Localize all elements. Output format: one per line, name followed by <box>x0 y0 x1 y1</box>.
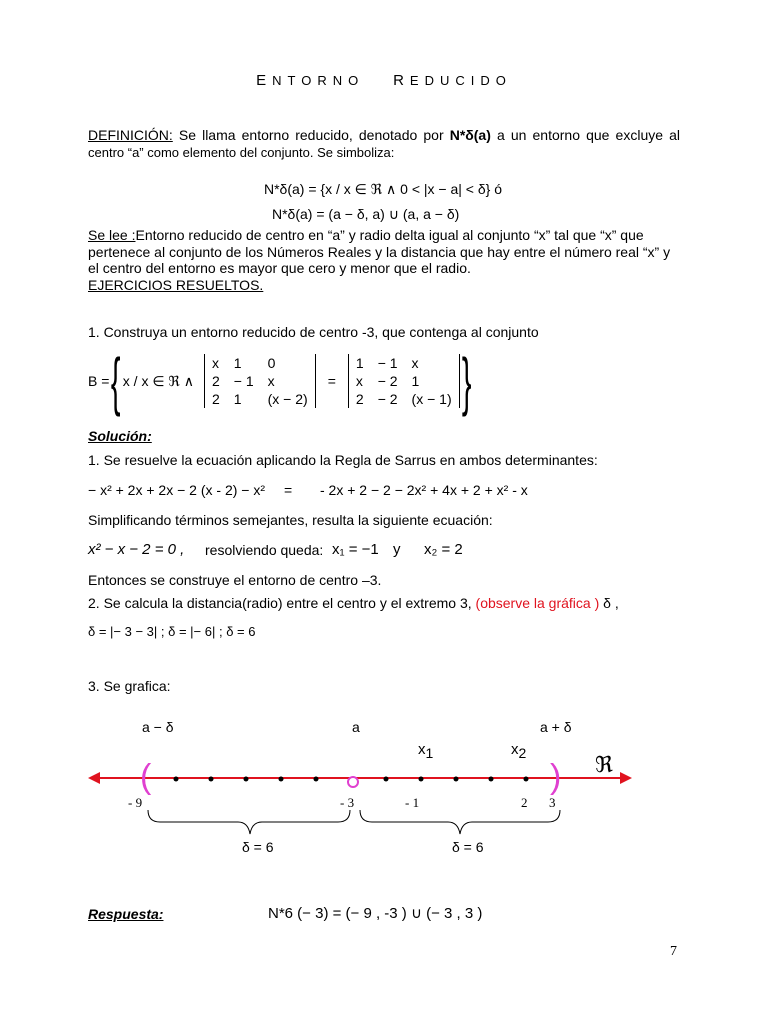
root-1: x₁ = −1 <box>332 541 379 558</box>
se-lee-line3: el centro del entorno es mayor que cero y menor que el radio. <box>88 260 471 276</box>
entonces-text: Entonces se construye el entorno de centro –3. <box>88 572 382 588</box>
delta-right-label: δ = 6 <box>452 839 484 855</box>
set-b-expression <box>88 345 473 417</box>
axis-arrow-right <box>620 772 632 784</box>
label-x1-sub: 1 <box>425 745 434 761</box>
det1-cell: x <box>267 373 275 389</box>
equation-equals: = <box>284 482 293 498</box>
axis-arrow-left <box>88 772 100 784</box>
definition-line2: centro “a” como elemento del conjunto. Se simboliza: <box>88 145 395 160</box>
number-line-point <box>244 777 249 782</box>
equation-rhs: - 2x + 2 − 2 − 2x² + 4x + 2 + x² - x <box>320 482 528 498</box>
brace-left <box>148 810 350 834</box>
tick-label-minus-9: - 9 <box>128 795 143 810</box>
det2-cell: − 2 <box>377 373 398 389</box>
resolviendo-text: resolviendo queda: <box>205 542 324 558</box>
det1-cell: − 1 <box>233 373 254 389</box>
step-2-text: 2. Se calcula la distancia(radio) entre el centro y el extremo 3, <box>88 595 472 611</box>
step-3-text: 3. Se grafica: <box>88 678 171 694</box>
set-brace-close: } <box>461 345 472 417</box>
definition-text: Se llama entorno reducido, denotado por <box>172 127 450 143</box>
open-interval-left-paren: ( <box>140 758 152 796</box>
definition-notation: N*δ(a) <box>449 127 491 143</box>
formula-set-builder: N*δ(a) = {x / x ∈ ℜ ∧ 0 < |x − a| < δ} ó <box>264 181 503 197</box>
determinant-1 <box>204 354 316 408</box>
number-line-point <box>174 777 179 782</box>
number-line-point <box>524 777 529 782</box>
number-line-point <box>314 777 319 782</box>
number-line-point <box>384 777 389 782</box>
label-x2-sub: 2 <box>518 745 527 761</box>
open-interval-right-paren: ) <box>550 758 562 796</box>
excluded-center-point <box>348 777 358 787</box>
set-brace-open: { <box>111 345 121 417</box>
exercise-1-statement: 1. Construya un entorno reducido de centro -3, que contenga al conjunto <box>88 324 539 340</box>
set-b-condition: x / x ∈ ℜ ∧ <box>122 372 194 389</box>
label-a-plus-delta: a + δ <box>540 719 572 735</box>
quadratic-equation: x² − x − 2 = 0 , <box>88 541 185 558</box>
number-line-point <box>454 777 459 782</box>
definition-label: DEFINICIÓN: <box>88 127 173 143</box>
se-lee-label: Se lee : <box>88 227 136 243</box>
definition-line1 <box>88 127 680 143</box>
respuesta-answer: N*6 (− 3) = (− 9 , -3 ) ∪ (− 3 , 3 ) <box>268 905 483 922</box>
ejercicios-heading: EJERCICIOS RESUELTOS. <box>88 277 264 293</box>
se-lee-line2: pertenece al conjunto de los Números Reales y la distancia que hay entre el número real “x” y <box>88 244 671 260</box>
det2-cell: 2 <box>355 391 364 407</box>
respuesta-heading: Respuesta: <box>88 906 164 922</box>
label-x2-base: x <box>511 741 519 758</box>
equation-lhs: − x² + 2x + 2x − 2 (x - 2) − x² <box>88 482 266 498</box>
step-1-text: 1. Se resuelve la ecuación aplicando la Regla de Sarrus en ambos determinantes: <box>88 452 598 468</box>
tick-label-minus-1: - 1 <box>405 795 420 810</box>
root-conjunction: y <box>393 541 401 558</box>
determinant-2 <box>348 354 460 408</box>
det2-cell: − 1 <box>377 355 398 371</box>
tick-label-minus-3: - 3 <box>340 795 355 810</box>
tick-label-3: 3 <box>549 795 556 810</box>
det2-cell: 1 <box>355 355 364 371</box>
page-number: 7 <box>670 944 677 959</box>
definition-tail: a un entorno que excluye al <box>490 127 681 143</box>
brace-right <box>360 810 560 834</box>
formula-intervals: N*δ(a) = (a − δ, a) ∪ (a, a − δ) <box>272 206 460 222</box>
set-b-equals: = <box>327 373 336 389</box>
label-x1 <box>418 741 434 761</box>
delta-left-label: δ = 6 <box>242 839 274 855</box>
number-line-graph <box>80 710 670 860</box>
tick-label-2: 2 <box>521 795 528 810</box>
number-line-point <box>419 777 424 782</box>
step-2-red-note: (observe la gráfica ) <box>475 595 600 611</box>
det2-cell: − 2 <box>377 391 398 407</box>
reals-symbol: ℜ <box>595 752 613 777</box>
det1-cell: (x − 2) <box>267 391 308 407</box>
root-2: x₂ = 2 <box>424 541 463 558</box>
number-line-point <box>489 777 494 782</box>
det1-cell: 0 <box>267 355 276 371</box>
page-title: ENTORNO REDUCIDO <box>256 72 512 89</box>
det1-cell: 1 <box>233 355 242 371</box>
label-a: a <box>352 719 360 735</box>
det2-cell: x <box>355 373 363 389</box>
step-2-line <box>88 595 619 611</box>
simplificando-text: Simplificando términos semejantes, resulta la siguiente ecuación: <box>88 512 493 528</box>
number-line-point <box>209 777 214 782</box>
se-lee-line1 <box>88 227 644 243</box>
number-line-point <box>279 777 284 782</box>
solucion-heading: Solución: <box>88 428 152 444</box>
label-a-minus-delta: a − δ <box>142 719 174 735</box>
det1-cell: 2 <box>211 373 220 389</box>
se-lee-text1: Entorno reducido de centro en “a” y radio delta igual al conjunto “x” tal que “x” que <box>135 227 644 243</box>
label-x2 <box>511 741 527 761</box>
label-x1-base: x <box>418 741 426 758</box>
set-b-lhs: B = <box>88 373 110 389</box>
delta-calculation: δ = |− 3 − 3| ; δ = |− 6| ; δ = 6 <box>88 624 256 639</box>
det2-cell: x <box>411 355 419 371</box>
det1-cell: 1 <box>233 391 242 407</box>
det1-cell: 2 <box>211 391 220 407</box>
det2-cell: 1 <box>411 373 420 389</box>
det2-cell: (x − 1) <box>411 391 452 407</box>
step-2-tail: δ , <box>599 595 619 611</box>
det1-cell: x <box>211 355 219 371</box>
